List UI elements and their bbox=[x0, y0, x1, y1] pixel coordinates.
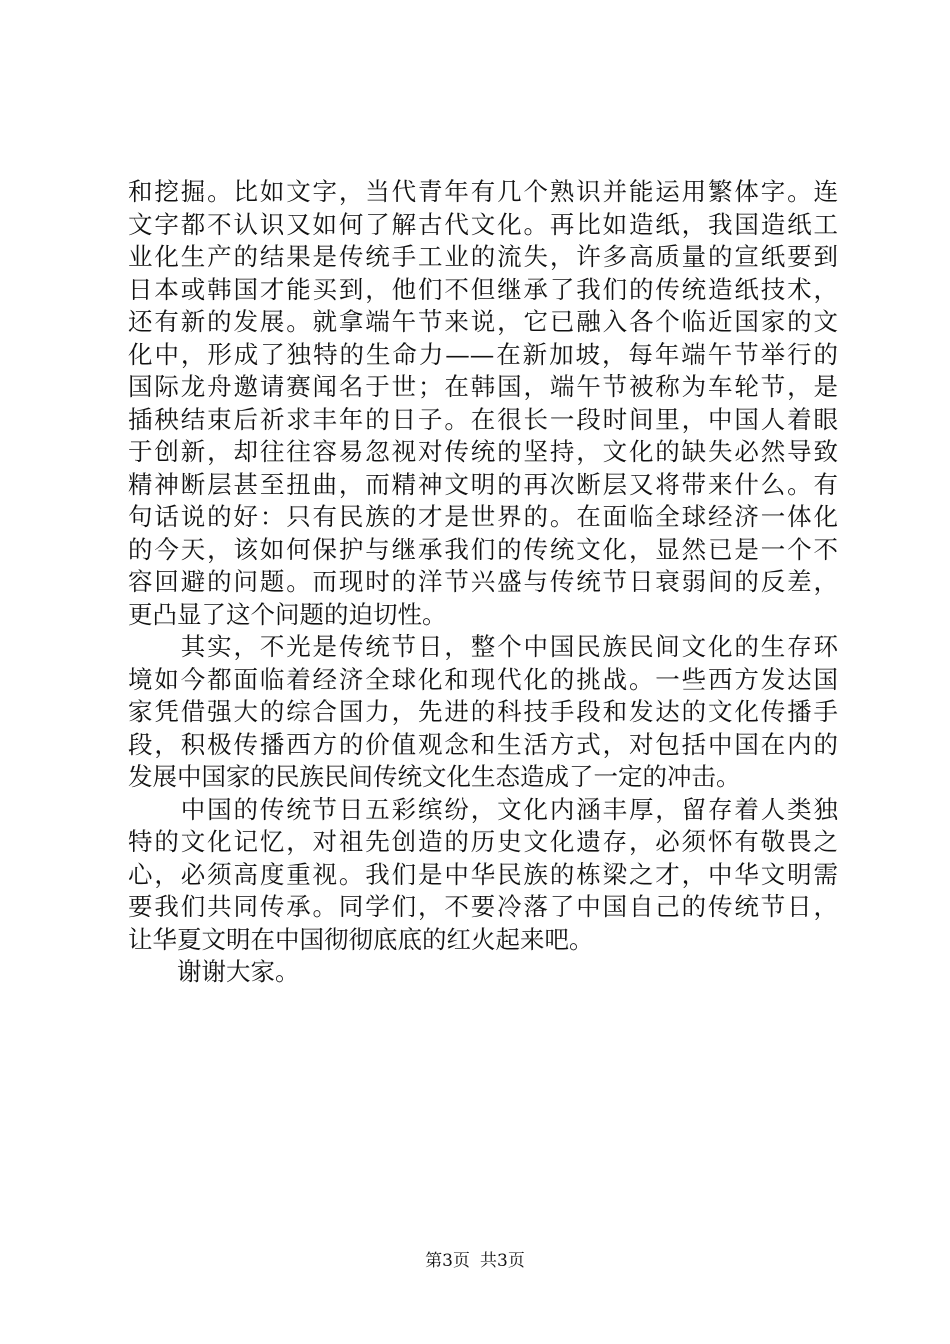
paragraph-2 bbox=[128, 631, 838, 794]
text-line: 业化生产的结果是传统手工业的流失，许多高质量的宣纸要到 bbox=[128, 242, 838, 271]
text-line: 国际龙舟邀请赛闻名于世；在韩国，端午节被称为车轮节，是 bbox=[128, 372, 838, 401]
text-line: 谢谢大家。 bbox=[128, 957, 300, 986]
text-line: 日本或韩国才能买到，他们不但继承了我们的传统造纸技术， bbox=[128, 274, 838, 304]
paragraph-1 bbox=[128, 176, 838, 631]
closing-paragraph bbox=[128, 956, 838, 989]
text-line: 更凸显了这个问题的迫切性。 bbox=[128, 599, 447, 629]
text-line: 还有新的发展。就拿端午节来说，它已融入各个临近国家的文 bbox=[128, 307, 838, 336]
text-line: 段，积极传播西方的价值观念和生活方式，对包括中国在内的 bbox=[128, 729, 838, 759]
text-line: 于创新，却往往容易忽视对传统的坚持，文化的缺失必然导致 bbox=[128, 437, 838, 466]
text-line: 和挖掘。比如文字，当代青年有几个熟识并能运用繁体字。连 bbox=[128, 177, 838, 206]
text-line: 境如今都面临着经济全球化和现代化的挑战。一些西方发达国 bbox=[128, 664, 838, 694]
text-line: 家凭借强大的综合国力，先进的科技手段和发达的文化传播手 bbox=[128, 697, 838, 726]
text-line: 容回避的问题。而现时的洋节兴盛与传统节日衰弱间的反差， bbox=[128, 567, 838, 596]
text-line: 中国的传统节日五彩缤纷，文化内涵丰厚，留存着人类独 bbox=[128, 794, 838, 824]
page-footer bbox=[0, 1250, 950, 1272]
text-line: 要我们共同传承。同学们，不要冷落了中国自己的传统节日， bbox=[128, 892, 838, 921]
text-line: 插秧结束后祈求丰年的日子。在很长一段时间里，中国人着眼 bbox=[128, 404, 838, 434]
page-total: 共3页 bbox=[480, 1251, 525, 1271]
text-line: 发展中国家的民族民间传统文化生态造成了一定的冲击。 bbox=[128, 762, 741, 791]
text-line: 心，必须高度重视。我们是中华民族的栋梁之才，中华文明需 bbox=[128, 859, 838, 889]
document-body bbox=[128, 176, 838, 989]
text-line: 的今天，该如何保护与继承我们的传统文化，显然已是一个不 bbox=[128, 534, 838, 564]
text-line: 句话说的好：只有民族的才是世界的。在面临全球经济一体化 bbox=[128, 502, 838, 531]
text-line: 化中，形成了独特的生命力——在新加坡，每年端午节举行的 bbox=[128, 339, 838, 369]
page-number: 第3页 bbox=[425, 1251, 470, 1271]
text-line: 精神断层甚至扭曲，而精神文明的再次断层又将带来什么。有 bbox=[128, 469, 838, 499]
paragraph-3 bbox=[128, 794, 838, 957]
text-line: 文字都不认识又如何了解古代文化。再比如造纸，我国造纸工 bbox=[128, 209, 838, 239]
text-line: 让华夏文明在中国彻彻底底的红火起来吧。 bbox=[128, 924, 594, 954]
text-line: 其实，不光是传统节日，整个中国民族民间文化的生存环 bbox=[128, 632, 838, 661]
text-line: 特的文化记忆，对祖先创造的历史文化遗存，必须怀有敬畏之 bbox=[128, 827, 838, 856]
